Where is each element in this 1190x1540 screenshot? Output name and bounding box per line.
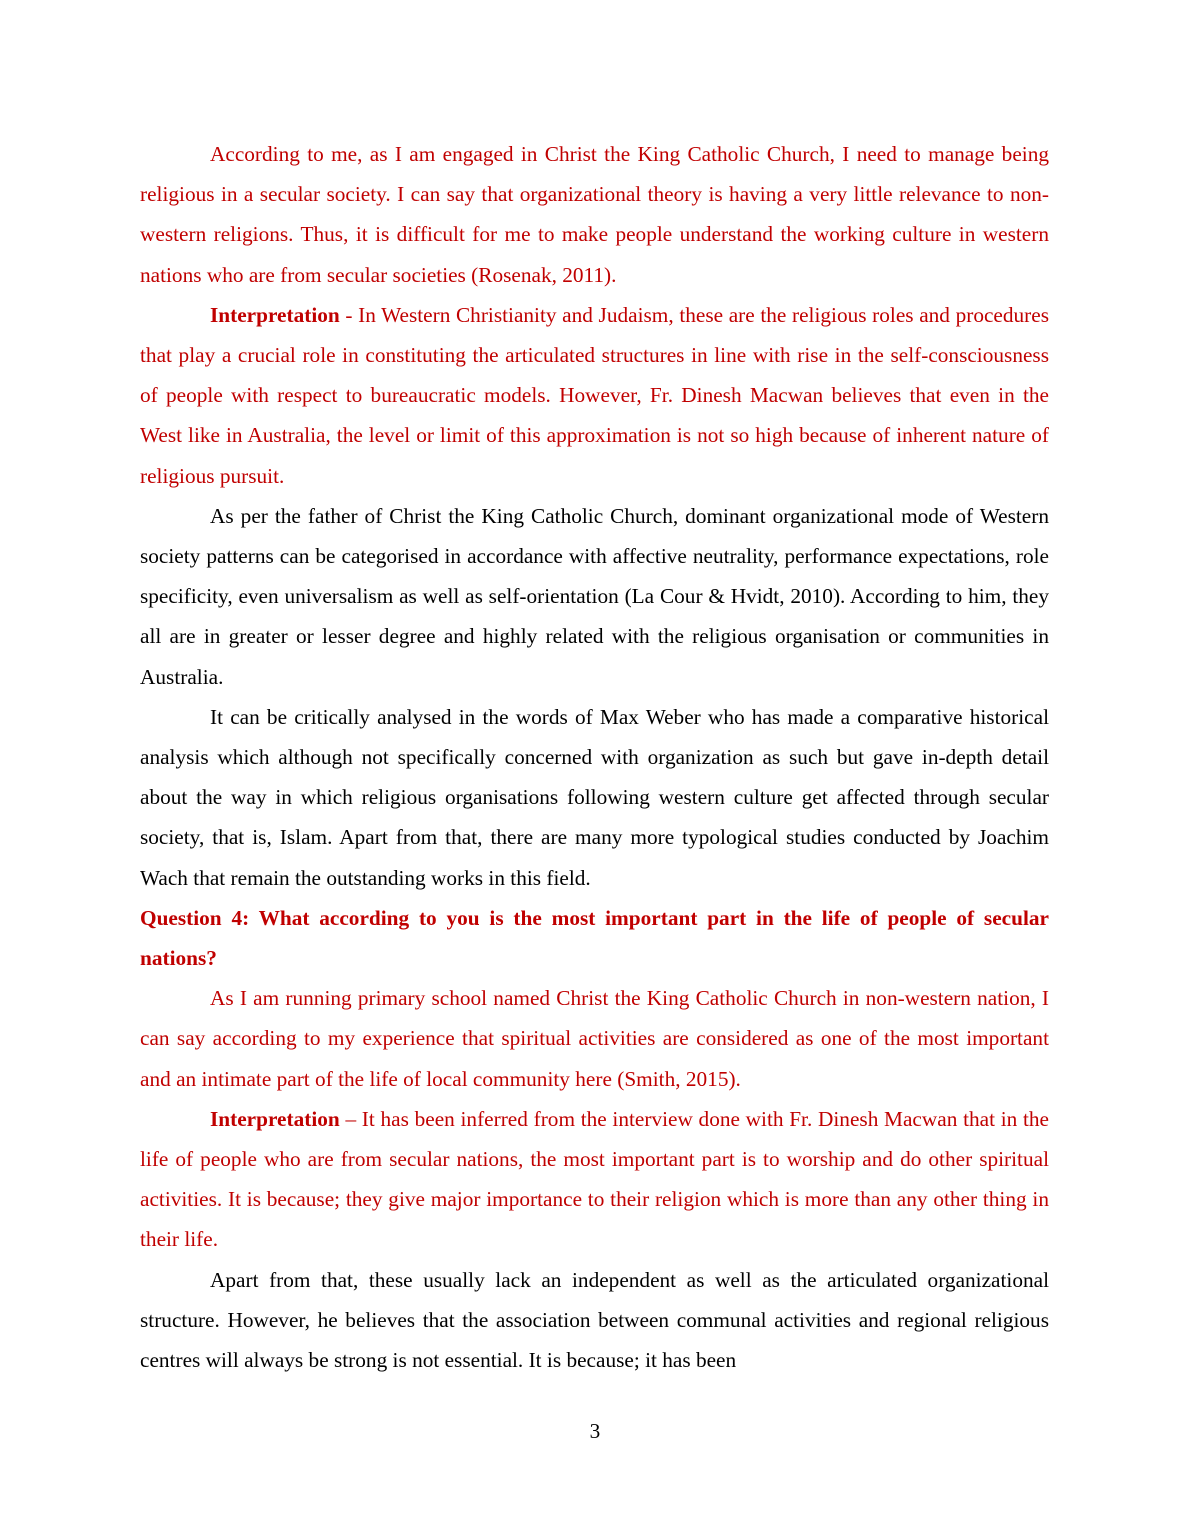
interpretation-paragraph-2 (140, 1099, 1049, 1260)
interpretation-paragraph-1 (140, 295, 1049, 496)
body-paragraph-1: As per the father of Christ the King Catholic Church, dominant organizational mode of Western society patterns can be categorised in accordance with affective neutrality, performance expectations, role specificity, even universalism as well as self-orientation (La Cour & Hvidt, 2010). According to him, they all are in greater or lesser degree and highly related with the religious organisation or communities in Australia. (140, 503, 1049, 689)
question-heading: Question 4: What according to you is the most important part in the life of people of secular nations? (140, 905, 1049, 971)
body-paragraph-2: It can be critically analysed in the words of Max Weber who has made a comparative historical analysis which although not specifically concerned with organization as such but gave in-depth detail about the way in which religious organisations following western culture get affected through secular society, that is, Islam. Apart from that, there are many more typological studies conducted by Joachim Wach that remain the outstanding works in this field. (140, 704, 1049, 890)
body-paragraph-3: Apart from that, these usually lack an independent as well as the articulated organizational structure. However, he believes that the association between communal activities and regional religious centres will always be strong is not essential. It is because; it has been (140, 1267, 1049, 1373)
document-page (140, 134, 1049, 1380)
interpretation-label: Interpretation (210, 302, 340, 327)
response-paragraph-2: As I am running primary school named Christ the King Catholic Church in non-western nation, I can say according to my experience that spiritual activities are considered as one of the most important and an intimate part of the life of local community here (Smith, 2015). (140, 986, 1049, 1091)
interpretation-text: – It has been inferred from the interview done with Fr. Dinesh Macwan that in the life of people who are from secular nations, the most important part is to worship and do other spiritual activities. It is because; they give major importance to their religion which is more than any other thing in their life. (140, 1106, 1049, 1252)
interpretation-label: Interpretation (210, 1106, 340, 1131)
interpretation-text: - In Western Christianity and Judaism, these are the religious roles and procedures that play a crucial role in constituting the articulated structures in line with rise in the self-consciousness of people with respect to bureaucratic models. However, Fr. Dinesh Macwan believes that even in the West like in Australia, the level or limit of this approximation is not so high because of inherent nature of religious pursuit. (140, 302, 1049, 488)
response-paragraph-1: According to me, as I am engaged in Christ the King Catholic Church, I need to manage being religious in a secular society. I can say that organizational theory is having a very little relevance to non-western religions. Thus, it is difficult for me to make people understand the working culture in western nations who are from secular societies (Rosenak, 2011). (140, 142, 1049, 287)
page-number: 3 (589, 1419, 601, 1443)
